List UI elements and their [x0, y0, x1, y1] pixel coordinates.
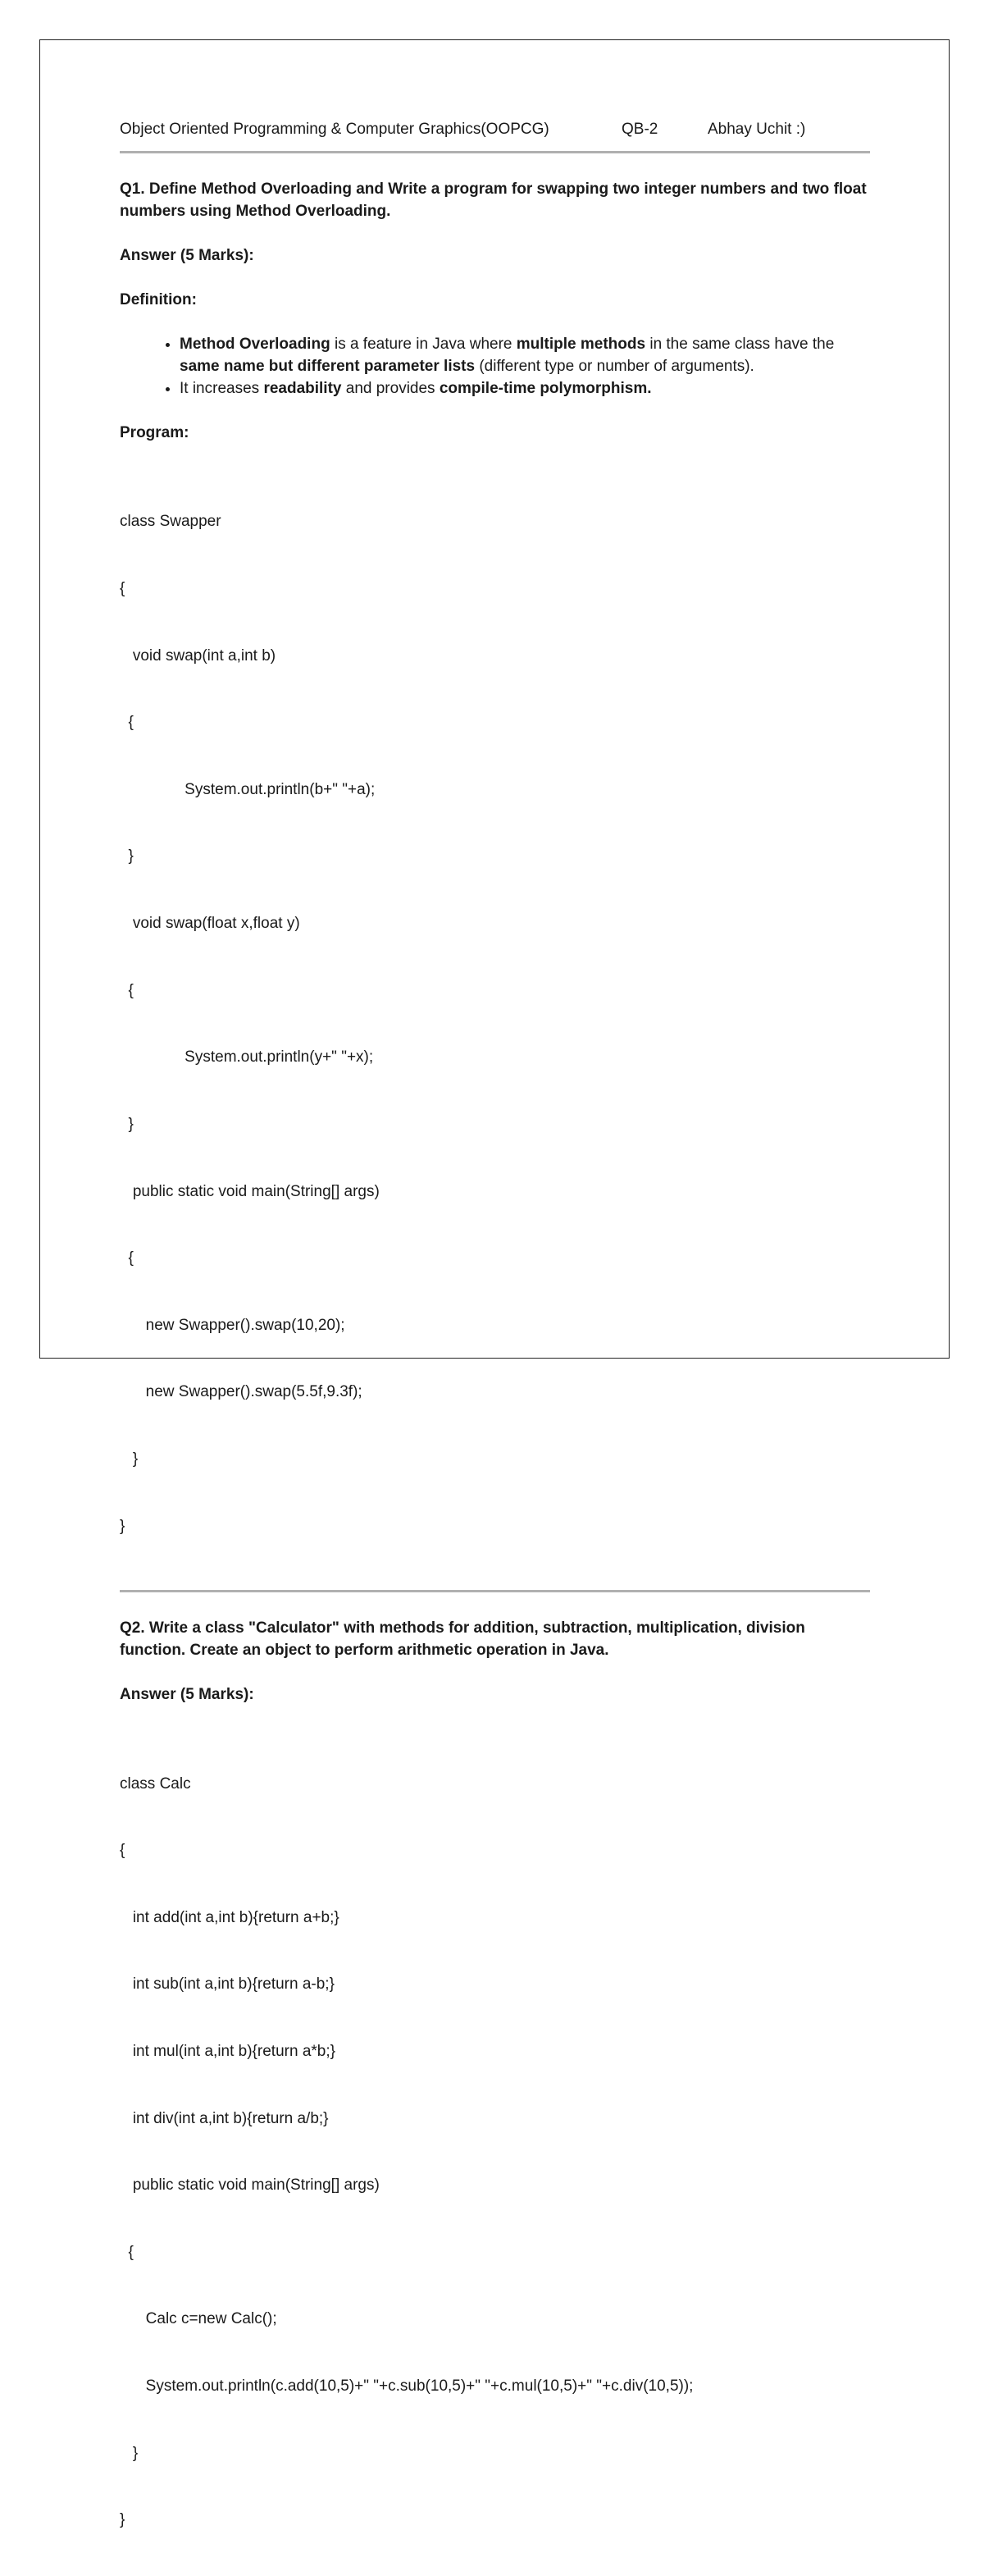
definition-bullet-2 [180, 377, 870, 400]
code-line: } [120, 2511, 125, 2529]
q1-program-label: Program: [120, 424, 189, 441]
code-line: { [120, 1249, 134, 1267]
code-line: int mul(int a,int b){return a*b;} [120, 2043, 335, 2060]
bullet2-text-b: and provides [341, 380, 440, 397]
code-line: new Swapper().swap(5.5f,9.3f); [120, 1383, 362, 1401]
q1-question: Q1. Define Method Overloading and Write a program for swapping two integer numbers and two float numbers using Method Overloading. [120, 180, 867, 220]
bullet1-text-c: (different type or number of arguments). [475, 358, 754, 375]
code-line: } [120, 1450, 139, 1468]
code-line: class Swapper [120, 513, 221, 531]
q1-definition-label: Definition: [120, 291, 197, 308]
code-line: Calc c=new Calc(); [120, 2310, 277, 2328]
code-line: System.out.println(c.add(10,5)+" "+c.sub(10,5)+" "+c.mul(10,5)+" "+c.div(10,5)); [120, 2377, 694, 2396]
code-line: { [120, 1842, 125, 1860]
bullet1-text-b: in the same class have the [645, 336, 835, 353]
code-line: int div(int a,int b){return a/b;} [120, 2109, 329, 2127]
code-line: int sub(int a,int b){return a-b;} [120, 1975, 335, 1994]
course-title: Object Oriented Programming & Computer Graphics(OOPCG) [120, 121, 549, 138]
term-compile-time-polymorphism: compile-time polymorphism. [439, 380, 652, 397]
code-line: } [120, 1115, 134, 1133]
term-readability: readability [263, 380, 342, 397]
code-line: class Calc [120, 1774, 191, 1793]
code-line: new Swapper().swap(10,20); [120, 1316, 345, 1334]
term-multiple-methods: multiple methods [516, 336, 646, 353]
code-line: { [120, 580, 125, 598]
code-line: System.out.println(b+" "+a); [120, 780, 376, 798]
code-line: void swap(int a,int b) [120, 646, 276, 665]
code-line: } [120, 1517, 125, 1535]
document-body [120, 121, 870, 2576]
code-line: int add(int a,int b){return a+b;} [120, 1908, 339, 1926]
q2-code-block [120, 1728, 870, 2576]
q2-answer-label: Answer (5 Marks): [120, 1686, 254, 1704]
code-line: { [120, 981, 134, 999]
q2-question: Q2. Write a class "Calculator" with methods for addition, subtraction, multiplication, division function. Create an object to perform arithmetic operation in Java. [120, 1619, 805, 1660]
code-line: } [120, 2444, 139, 2462]
term-method-overloading: Method Overloading [180, 336, 330, 353]
question-bank-label: QB-2 [622, 121, 658, 138]
author-name: Abhay Uchit :) [708, 121, 806, 138]
q1-answer-label: Answer (5 Marks): [120, 247, 254, 264]
code-line: void swap(float x,float y) [120, 915, 300, 933]
code-line: System.out.println(y+" "+x); [120, 1048, 374, 1066]
definition-list [120, 333, 870, 400]
code-line: public static void main(String[] args) [120, 1182, 380, 1200]
page-header [120, 121, 870, 140]
bullet1-text-a: is a feature in Java where [330, 336, 517, 353]
code-line: } [120, 847, 134, 866]
bullet2-text-a: It increases [180, 380, 264, 397]
code-line: { [120, 2243, 134, 2261]
definition-bullet-1 [180, 333, 870, 377]
term-same-name: same name but different parameter lists [180, 358, 476, 375]
code-line: public static void main(String[] args) [120, 2176, 380, 2195]
q1-code-block [120, 466, 870, 1582]
code-line: { [120, 714, 134, 732]
